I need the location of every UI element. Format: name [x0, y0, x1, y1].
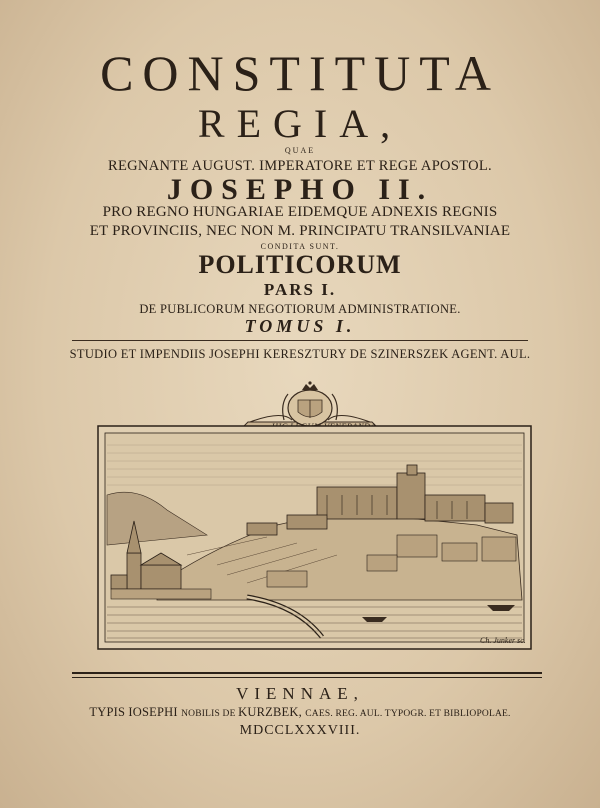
de-publicorum-line: DE PUBLICORUM NEGOTIORUM ADMINISTRATIONE. [139, 302, 461, 316]
imprint-year: MDCCLXXXVIII. [239, 723, 361, 738]
imprint-city: VIENNAE, [236, 684, 364, 703]
imprint-rule-thin [72, 677, 542, 678]
tomus-heading: TOMUS I. [244, 316, 356, 336]
book-subtitle: REGIA, [197, 101, 403, 146]
politicorum-heading: POLITICORUM [198, 250, 402, 279]
imprint-printer: TYPIS IOSEPHI NOBILIS DE KURZBEK, CAES. REG. AUL. TYPOGR. ET BIBLIOPOLAE. [89, 705, 511, 719]
imprint-rule-thick [72, 672, 542, 674]
pro-regno-line: PRO REGNO HUNGARIAE EIDEMQUE ADNEXIS REGNIS [102, 204, 498, 220]
pars-heading: PARS I. [263, 280, 337, 299]
condita-line: CONDITA SUNT. [260, 242, 340, 251]
engraver-signature: Ch. Junker sc. [480, 636, 526, 645]
regnante-line: REGNANTE AUGUST. IMPERATORE ET REGE APOSTOL. [108, 158, 492, 174]
monarch-name: JOSEPHO II. [166, 173, 434, 206]
studio-line: STUDIO ET IMPENDIIS JOSEPHI KERESZTURY DE SZINERSZEK AGENT. AUL. [69, 347, 531, 361]
book-title: CONSTITUTA [100, 45, 500, 101]
buda-castle-engraving [97, 425, 532, 650]
quae-line: QUAE [284, 146, 316, 155]
divider-rule [72, 340, 528, 341]
provinces-line: ET PROVINCIIS, NEC NON M. PRINCIPATU TRANSILVANIAE [89, 223, 511, 239]
